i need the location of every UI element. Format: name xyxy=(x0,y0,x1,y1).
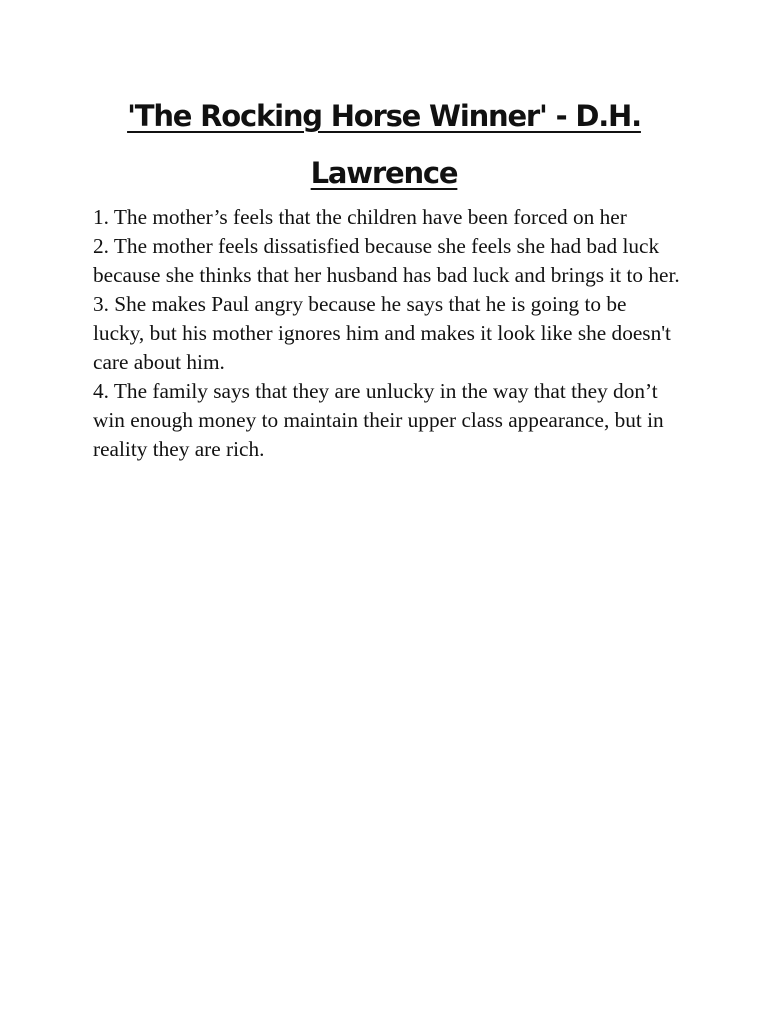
answer-item-2: 2. The mother feels dissatisfied because she feels she had bad luck because she thinks that her husband has bad luck and brings it to her. xyxy=(93,234,680,287)
document-title-line-1: 'The Rocking Horse Winner' - D.H. xyxy=(127,99,641,133)
document-title xyxy=(0,88,768,202)
answer-item-4: 4. The family says that they are unlucky in the way that they don’t win enough money to maintain their upper class appearance, but in reality they are rich. xyxy=(93,379,664,461)
document-title-line-2: Lawrence xyxy=(310,156,458,190)
answer-list xyxy=(93,203,683,464)
answer-item-3: 3. She makes Paul angry because he says that he is going to be lucky, but his mother ignores him and makes it look like she doesn't care about him. xyxy=(93,292,671,374)
answer-item-1: 1. The mother’s feels that the children have been forced on her xyxy=(93,205,627,229)
